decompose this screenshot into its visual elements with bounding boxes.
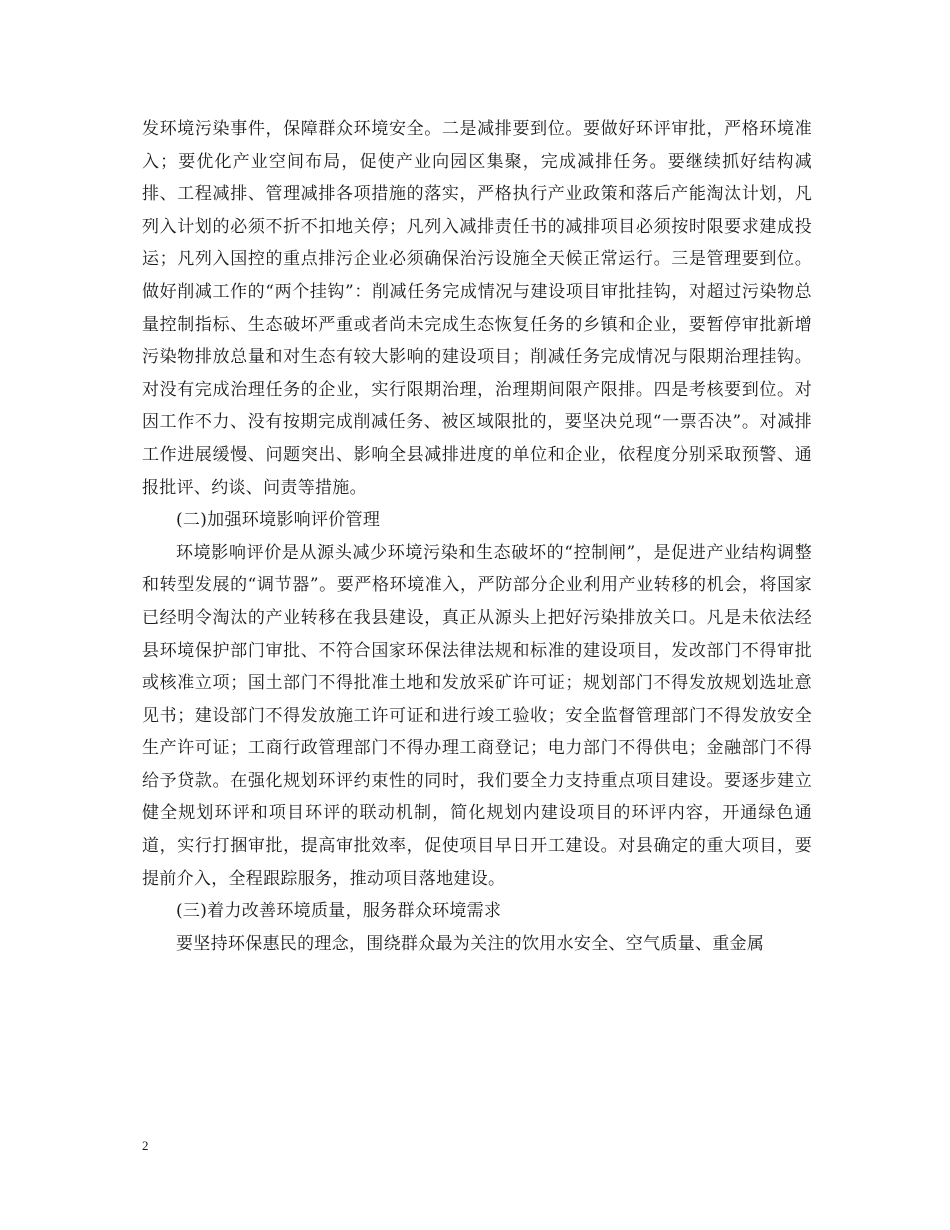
page-number: 2 [142, 1138, 149, 1153]
document-body [142, 113, 812, 960]
body-paragraph: 环境影响评价是从源头减少环境污染和生态破坏的“控制闸”，是促进产业结构调整和转型发展的“调节器”。要严格环境准入，严防部分企业利用产业转移的机会，将国家已经明令淘汰的产业转移在我县建设，真正从源头上把好污染排放关口。凡是未依法经县环境保护部门审批、不符合国家环保法律法规和标准的建设项目，发改部门不得审批或核准立项；国土部门不得批准土地和发放采矿许可证；规划部门不得发放规划选址意见书；建设部门不得发放施工许可证和进行竣工验收；安全监督管理部门不得发放安全生产许可证；工商行政管理部门不得办理工商登记；电力部门不得供电；金融部门不得给予贷款。在强化规划环评约束性的同时，我们要全力支持重点项目建设。要逐步建立健全规划环评和项目环评的联动机制，简化规划内建设项目的环评内容，开通绿色通道，实行打捆审批，提高审批效率，促使项目早日开工建设。对县确定的重大项目，要提前介入，全程跟踪服务，推动项目落地建设。 [142, 542, 812, 889]
body-paragraph: 发环境污染事件，保障群众环境安全。二是减排要到位。要做好环评审批，严格环境准入；要优化产业空间布局，促使产业向园区集聚，完成减排任务。要继续抓好结构减排、工程减排、管理减排各项措施的落实，严格执行产业政策和落后产能淘汰计划，凡列入计划的必须不折不扣地关停；凡列入减排责任书的减排项目必须按时限要求建成投运；凡列入国控的重点排污企业必须确保治污设施全天候正常运行。三是管理要到位。做好削减工作的“两个挂钩”：削减任务完成情况与建设项目审批挂钩，对超过污染物总量控制指标、生态破坏严重或者尚未完成生态恢复任务的乡镇和企业，要暂停审批新增污染物排放总量和对生态有较大影响的建设项目；削减任务完成情况与限期治理挂钩。对没有完成治理任务的企业，实行限期治理，治理期间限产限排。四是考核要到位。对因工作不力、没有按期完成削减任务、被区域限批的，要坚决兑现“一票否决”。对减排工作进展缓慢、问题突出、影响全县减排进度的单位和企业，依程度分别采取预警、通报批评、约谈、问责等措施。 [142, 119, 812, 498]
section-heading: (三)着力改善环境质量，服务群众环境需求 [176, 901, 502, 922]
body-paragraph: 要坚持环保惠民的理念，围绕群众最为关注的饮用水安全、空气质量、重金属 [176, 933, 765, 954]
section-heading: (二)加强环境影响评价管理 [176, 510, 381, 531]
